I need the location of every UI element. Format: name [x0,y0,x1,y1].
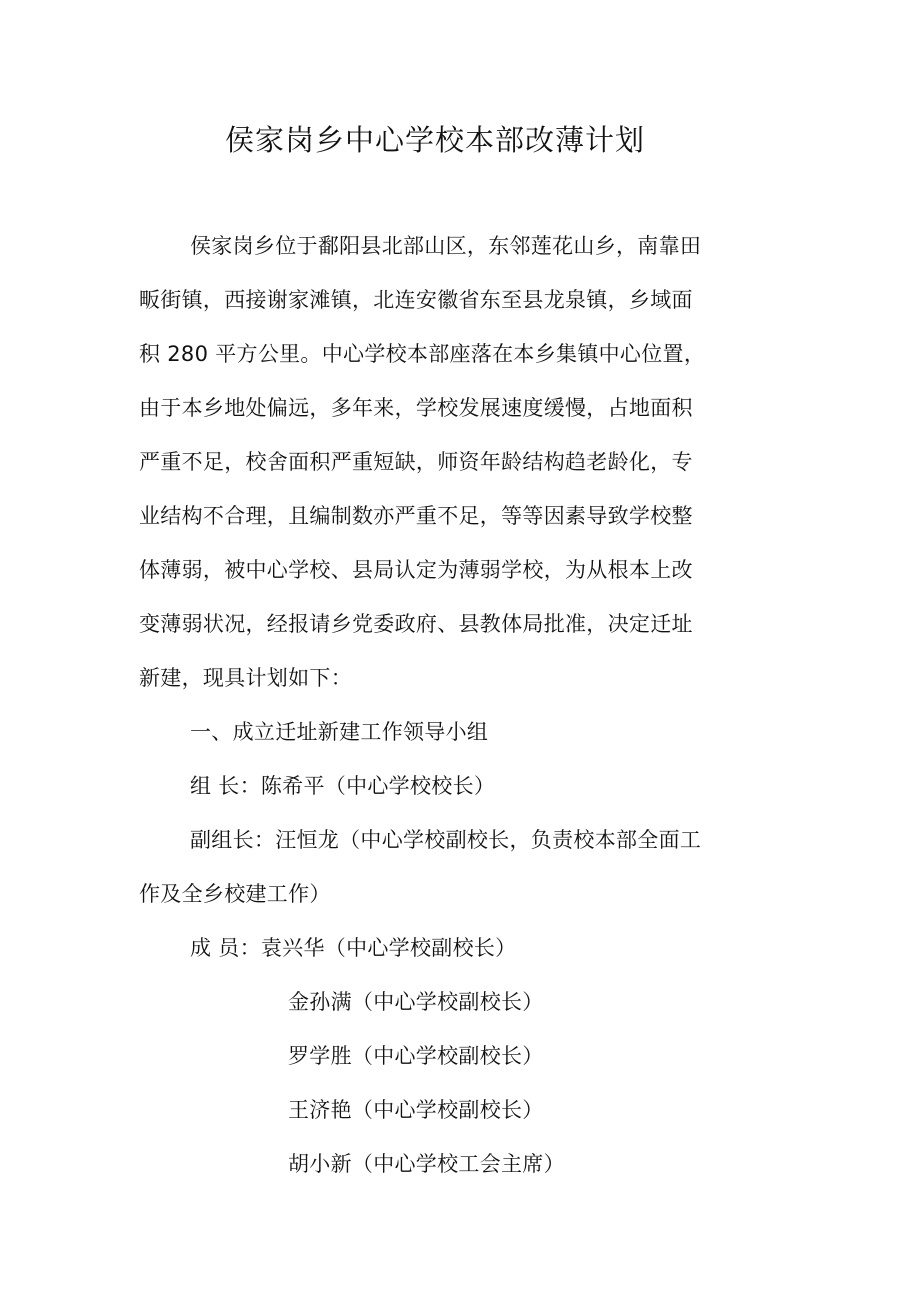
member-item: 金孙满（中心学校副校长） [288,990,544,1014]
members-line: 成 员：袁兴华（中心学校副校长） [190,936,517,960]
intro-line: 畈街镇，西接谢家滩镇，北连安徽省东至县龙泉镇，乡域面 [139,288,693,312]
deputy-leader-line: 副组长：汪恒龙（中心学校副校长，负责校本部全面工 [190,828,702,852]
intro-line: 体薄弱，被中心学校、县局认定为薄弱学校，为从根本上改 [139,558,693,582]
intro-line: 业结构不合理，且编制数亦严重不足，等等因素导致学校整 [139,504,693,528]
member-item: 王济艳（中心学校副校长） [288,1098,544,1122]
member-item: 胡小新（中心学校工会主席） [288,1152,565,1176]
intro-line: 侯家岗乡位于鄱阳县北部山区，东邻莲花山乡，南靠田 [190,234,702,258]
section-heading: 一、成立迁址新建工作领导小组 [190,720,489,744]
intro-line: 新建，现具计划如下： [139,666,352,690]
member-item: 罗学胜（中心学校副校长） [288,1044,544,1068]
intro-line: 严重不足，校舍面积严重短缺，师资年龄结构趋老龄化，专 [139,450,693,474]
intro-line: 变薄弱状况，经报请乡党委政府、县教体局批准，决定迁址 [139,612,693,636]
leader-line: 组 长：陈希平（中心学校校长） [190,774,496,798]
document-title: 侯家岗乡中心学校本部改薄计划 [224,123,645,157]
deputy-leader-line-continued: 作及全乡校建工作） [139,882,331,906]
intro-line: 积 280 平方公里。中心学校本部座落在本乡集镇中心位置， [139,342,706,366]
intro-line: 由于本乡地处偏远，多年来，学校发展速度缓慢，占地面积 [139,396,693,420]
